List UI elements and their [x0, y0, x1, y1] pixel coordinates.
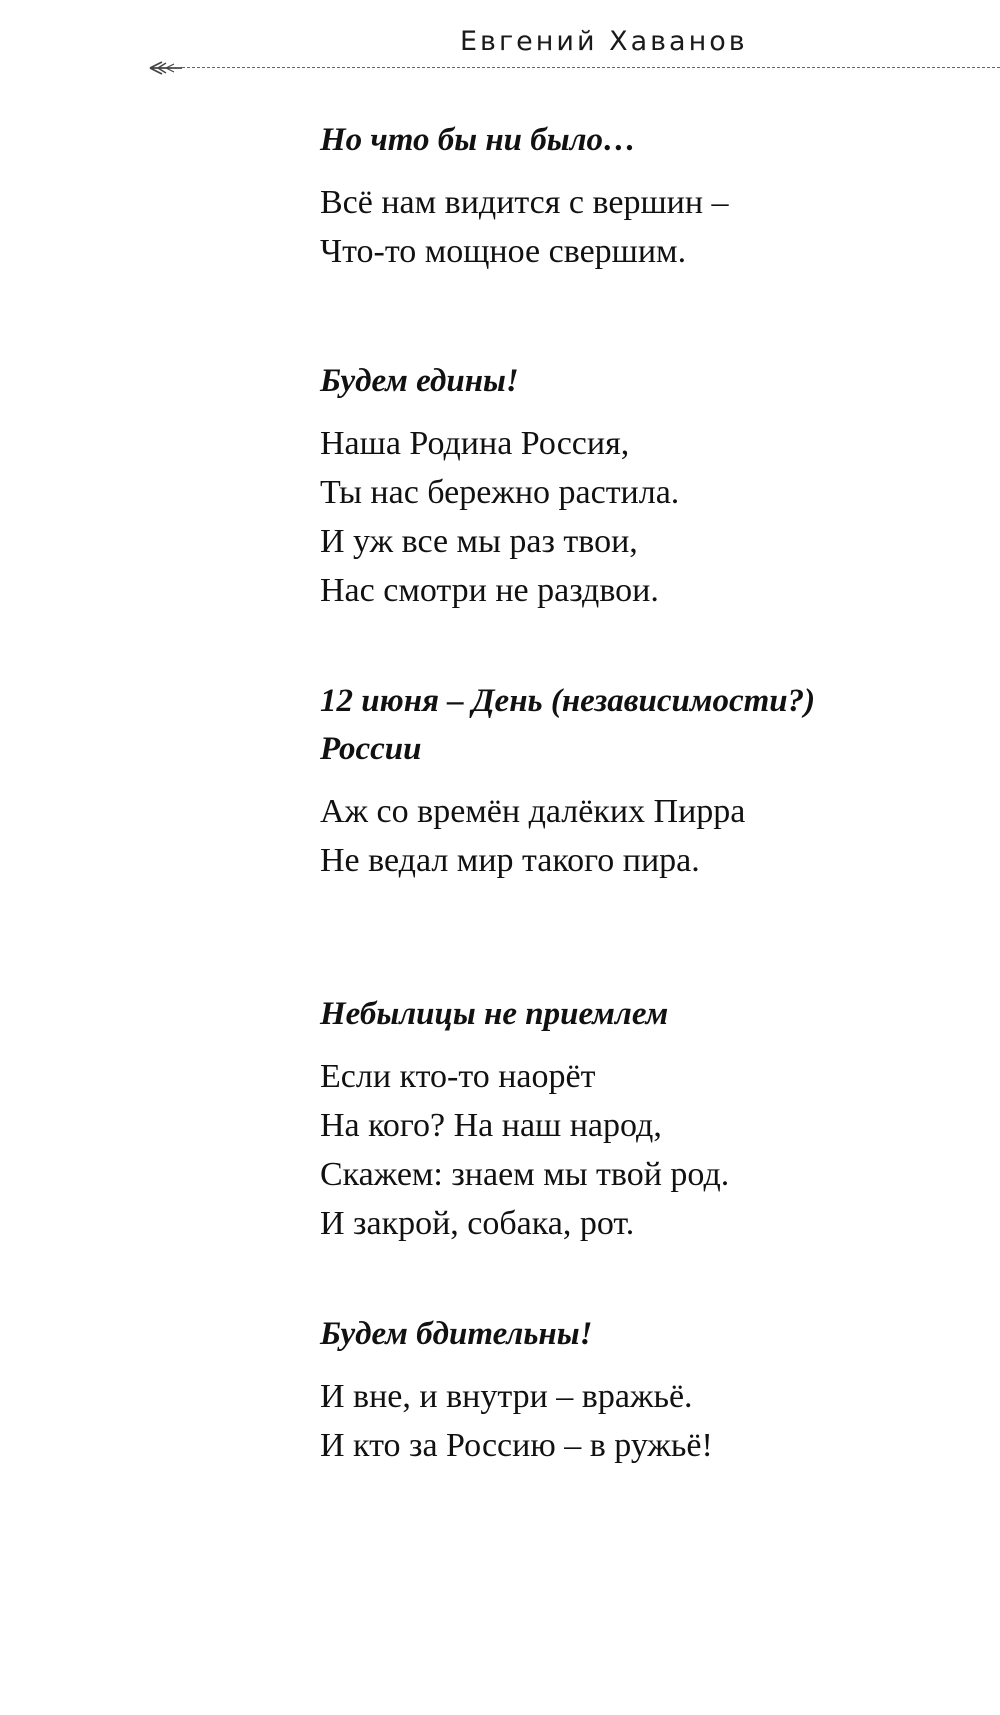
poem-line: Что-то мощное свершим.	[320, 233, 687, 270]
poem-2	[320, 357, 920, 615]
poem-line: И уж все мы раз твои,	[320, 523, 638, 560]
poem-lines	[320, 1052, 920, 1248]
poem-title: Будем бдительны!	[320, 1316, 593, 1352]
poem-lines	[320, 419, 920, 615]
poem-title: Но что бы ни было…	[320, 122, 637, 158]
poem-line: Скажем: знаем мы твой род.	[320, 1156, 730, 1193]
poem-line: Нас смотри не раздвои.	[320, 572, 659, 609]
header-rule	[172, 67, 1000, 68]
poem-line: На кого? На наш народ,	[320, 1107, 662, 1144]
poem-3	[320, 677, 920, 885]
poem-title: 12 июня – День (независимости?) России	[320, 683, 816, 767]
poem-line: И закрой, собака, рот.	[320, 1205, 635, 1242]
poem-line: Если кто-то наорёт	[320, 1058, 596, 1095]
poem-lines	[320, 787, 920, 885]
poem-title: Будем едины!	[320, 363, 519, 399]
poem-4	[320, 990, 920, 1248]
running-header	[0, 26, 1000, 66]
poem-line: Аж со времён далёких Пирра	[320, 793, 746, 830]
poem-title: Небылицы не приемлем	[320, 996, 669, 1032]
poem-lines	[320, 178, 920, 276]
arrow-left-ornament-icon	[148, 58, 182, 78]
poem-line: Всё нам видится с вершин –	[320, 184, 729, 221]
poem-line: Ты нас бережно растила.	[320, 474, 680, 511]
poem-lines	[320, 1372, 920, 1470]
poem-line: И вне, и внутри – вражьё.	[320, 1378, 693, 1415]
poem-1	[320, 116, 920, 276]
poem-5	[320, 1310, 920, 1470]
author-name: Евгений Хаванов	[460, 26, 748, 57]
poem-line: Наша Родина Россия,	[320, 425, 630, 462]
poem-line: Не ведал мир такого пира.	[320, 842, 700, 879]
poem-line: И кто за Россию – в ружьё!	[320, 1427, 713, 1464]
